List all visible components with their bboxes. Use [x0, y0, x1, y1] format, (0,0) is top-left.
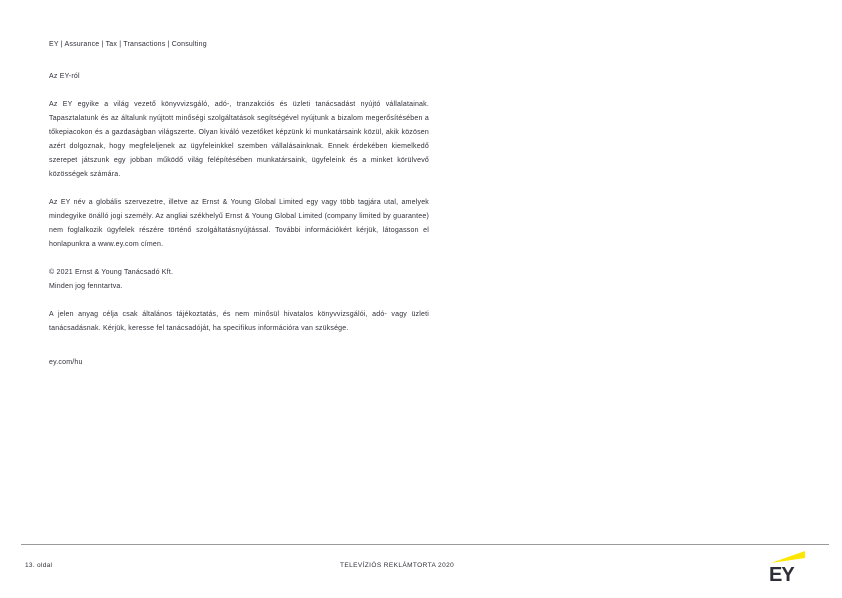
copyright-line: © 2021 Ernst & Young Tanácsadó Kft. [49, 269, 174, 276]
about-paragraph-2: Az EY név a globális szervezetre, illetve az Ernst & Young Global Limited egy vagy több tagjára utal, amelyek mindegyike önálló jogi személy. Az angliai székhelyű Ernst & Young Global Limited (company limited by guarantee) nem foglalkozik ügyfelek részére történő szolgáltatásnyújtással. További információkért kérjük, látogasson el honlapunkra a www.ey.com címen. [49, 199, 429, 248]
content-column [49, 38, 429, 370]
document-title: TELEVÍZIÓS REKLÁMTORTA 2020 [340, 562, 455, 569]
rights-reserved-line: Minden jog fenntartva. [49, 283, 123, 290]
about-paragraph-1: Az EY egyike a világ vezető könyvvizsgáló, adó-, tranzakciós és üzleti tanácsadást nyújtó vállalatainak. Tapasztalatunk és az általunk nyújtott minőségi szolgáltatások segítségével nyújtunk a bizalom megerősítésében a tőkepiacokon és a gazdaságban világszerte. Olyan kiváló vezetőket képzünk ki munkatársaink közül, akik közösen azért dolgoznak, hogy megfeleljenek az ügyfeleinkkel szemben vállalásainknak. Ennek érdekében kiemelkedő szerepet játszunk egy jobban működő világ felépítésében munkatársaink, ügyfeleink és a minket körülvevő közösségek számára. [49, 101, 429, 178]
footer-divider [21, 544, 829, 545]
ey-logo [767, 549, 807, 583]
about-heading: Az EY-ról [49, 73, 80, 80]
disclaimer-paragraph: A jelen anyag célja csak általános tájékoztatás, és nem minősül hivatalos könyvvizsgálói, adó- vagy üzleti tanácsadásnak. Kérjük, keresse fel tanácsadóját, ha specifikus információra van szüksége. [49, 311, 429, 332]
ey-logo-accent-beam [771, 551, 805, 563]
website-link[interactable]: ey.com/hu [49, 359, 83, 366]
service-lines-header: EY | Assurance | Tax | Transactions | Consulting [49, 41, 207, 48]
page-number: 13. oldal [25, 562, 53, 569]
ey-logo-text: EY [769, 564, 794, 583]
